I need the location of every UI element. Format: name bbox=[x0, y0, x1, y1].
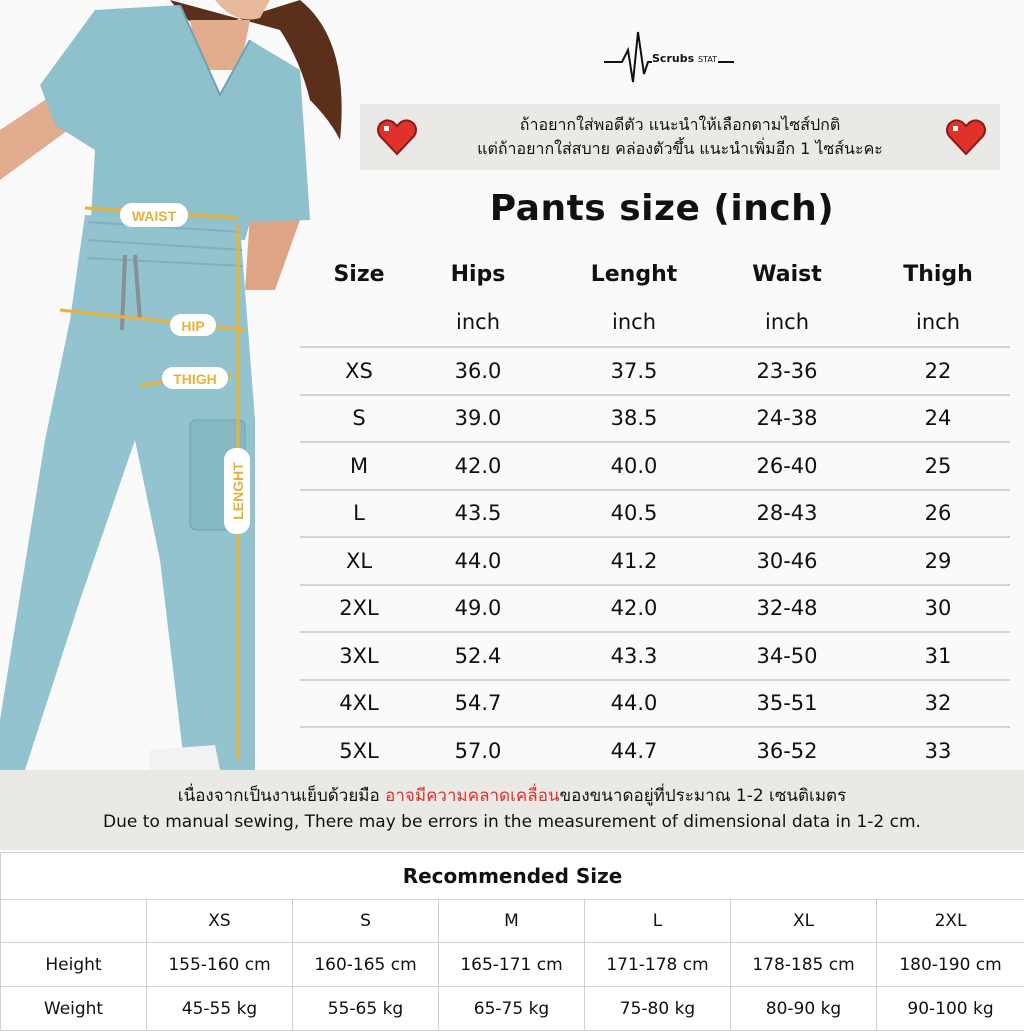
header-length: Lenght bbox=[560, 250, 708, 298]
disclaimer-thai bbox=[0, 783, 1024, 809]
hip-guide-label: HIP bbox=[181, 318, 204, 334]
cell-thigh: 29 bbox=[866, 538, 1010, 584]
table-row bbox=[300, 491, 1010, 539]
cell-thigh: 25 bbox=[866, 443, 1010, 489]
cell-waist: 36-52 bbox=[708, 728, 866, 774]
unit-thigh: inch bbox=[866, 298, 1010, 346]
table-row bbox=[300, 633, 1010, 681]
waist-guide-label: WAIST bbox=[132, 208, 177, 224]
weight-cell: 55-65 kg bbox=[293, 987, 439, 1031]
cell-thigh: 22 bbox=[866, 348, 1010, 394]
cell-waist: 30-46 bbox=[708, 538, 866, 584]
pants-unit-row bbox=[300, 298, 1010, 348]
cell-size: L bbox=[300, 491, 418, 537]
cell-length: 43.3 bbox=[560, 633, 708, 679]
cell-thigh: 24 bbox=[866, 396, 1010, 442]
recommended-height-row bbox=[1, 943, 1024, 987]
height-label: Height bbox=[1, 943, 147, 987]
cell-waist: 26-40 bbox=[708, 443, 866, 489]
table-cell bbox=[1, 900, 147, 943]
unit-size bbox=[300, 298, 418, 346]
pants-header-row bbox=[300, 250, 1010, 298]
header-thigh: Thigh bbox=[866, 250, 1010, 298]
size-cell: XL bbox=[731, 900, 877, 943]
cell-waist: 34-50 bbox=[708, 633, 866, 679]
size-cell: 2XL bbox=[877, 900, 1024, 943]
cell-waist: 23-36 bbox=[708, 348, 866, 394]
cell-waist: 32-48 bbox=[708, 586, 866, 632]
heart-icon bbox=[945, 118, 987, 156]
cell-size: S bbox=[300, 396, 418, 442]
cell-thigh: 32 bbox=[866, 681, 1010, 727]
recommended-size-row bbox=[1, 900, 1024, 943]
header-waist: Waist bbox=[708, 250, 866, 298]
cell-length: 44.7 bbox=[560, 728, 708, 774]
sewing-disclaimer bbox=[0, 770, 1024, 850]
height-cell: 165-171 cm bbox=[439, 943, 585, 987]
cell-size: XS bbox=[300, 348, 418, 394]
cell-hips: 52.4 bbox=[418, 633, 538, 679]
cell-size: XL bbox=[300, 538, 418, 584]
fit-advice-note bbox=[360, 104, 1000, 170]
size-cell: S bbox=[293, 900, 439, 943]
cell-size: M bbox=[300, 443, 418, 489]
cell-waist: 35-51 bbox=[708, 681, 866, 727]
cell-length: 37.5 bbox=[560, 348, 708, 394]
cell-thigh: 30 bbox=[866, 586, 1010, 632]
cell-hips: 43.5 bbox=[418, 491, 538, 537]
disclaimer-thai-warning: อาจมีความคลาดเคลื่อน bbox=[385, 786, 559, 806]
thigh-guide-label: THIGH bbox=[173, 371, 217, 387]
table-row bbox=[300, 586, 1010, 634]
disclaimer-thai-before: เนื่องจากเป็นงานเย็บด้วยมือ bbox=[178, 786, 385, 806]
disclaimer-english: Due to manual sewing, There may be errors in the measurement of dimensional data in 1-2 cm. bbox=[0, 809, 1024, 835]
cell-size: 2XL bbox=[300, 586, 418, 632]
pants-size-table bbox=[300, 250, 1010, 776]
cell-length: 42.0 bbox=[560, 586, 708, 632]
recommended-size-table bbox=[0, 852, 1024, 1031]
unit-hips: inch bbox=[418, 298, 538, 346]
height-cell: 171-178 cm bbox=[585, 943, 731, 987]
unit-length: inch bbox=[560, 298, 708, 346]
fit-advice-line-1: ถ้าอยากใส่พอดีตัว แนะนำให้เลือกตามไซส์ปกติ bbox=[360, 113, 1000, 137]
unit-waist: inch bbox=[708, 298, 866, 346]
weight-label: Weight bbox=[1, 987, 147, 1031]
recommended-size-title: Recommended Size bbox=[1, 853, 1024, 900]
cell-thigh: 33 bbox=[866, 728, 1010, 774]
fit-advice-line-2: แต่ถ้าอยากใส่สบาย คล่องตัวขึ้น แนะนำเพิ่มอีก 1 ไซส์นะคะ bbox=[360, 137, 1000, 161]
cell-size: 4XL bbox=[300, 681, 418, 727]
table-row bbox=[300, 443, 1010, 491]
height-cell: 178-185 cm bbox=[731, 943, 877, 987]
length-guide-label: LENGHT bbox=[230, 462, 246, 520]
height-cell: 160-165 cm bbox=[293, 943, 439, 987]
size-cell: XS bbox=[147, 900, 293, 943]
size-cell: L bbox=[585, 900, 731, 943]
cell-waist: 24-38 bbox=[708, 396, 866, 442]
cell-length: 38.5 bbox=[560, 396, 708, 442]
size-cell: M bbox=[439, 900, 585, 943]
pants-size-title: Pants size (inch) bbox=[300, 188, 1024, 229]
table-row bbox=[300, 728, 1010, 776]
cell-length: 40.5 bbox=[560, 491, 708, 537]
cell-hips: 36.0 bbox=[418, 348, 538, 394]
cell-thigh: 26 bbox=[866, 491, 1010, 537]
cell-length: 41.2 bbox=[560, 538, 708, 584]
pants-rows bbox=[300, 348, 1010, 776]
weight-cell: 65-75 kg bbox=[439, 987, 585, 1031]
cell-waist: 28-43 bbox=[708, 491, 866, 537]
brand-suffix: STAT bbox=[698, 55, 717, 64]
cell-size: 3XL bbox=[300, 633, 418, 679]
weight-cell: 90-100 kg bbox=[877, 987, 1024, 1031]
brand-name: Scrubs bbox=[652, 52, 694, 65]
heart-icon bbox=[376, 118, 418, 156]
cell-hips: 42.0 bbox=[418, 443, 538, 489]
height-cell: 180-190 cm bbox=[877, 943, 1024, 987]
table-row bbox=[300, 348, 1010, 396]
cell-hips: 39.0 bbox=[418, 396, 538, 442]
cell-size: 5XL bbox=[300, 728, 418, 774]
cell-length: 40.0 bbox=[560, 443, 708, 489]
brand-logo bbox=[652, 52, 717, 65]
table-row bbox=[300, 681, 1010, 729]
header-hips: Hips bbox=[418, 250, 538, 298]
cell-hips: 49.0 bbox=[418, 586, 538, 632]
weight-cell: 75-80 kg bbox=[585, 987, 731, 1031]
height-cell: 155-160 cm bbox=[147, 943, 293, 987]
cell-hips: 44.0 bbox=[418, 538, 538, 584]
table-row bbox=[300, 396, 1010, 444]
header-size: Size bbox=[300, 250, 418, 298]
weight-cell: 80-90 kg bbox=[731, 987, 877, 1031]
cell-hips: 57.0 bbox=[418, 728, 538, 774]
disclaimer-thai-after: ของขนาดอยู่ที่ประมาณ 1-2 เซนติเมตร bbox=[560, 786, 847, 806]
cell-length: 44.0 bbox=[560, 681, 708, 727]
cell-hips: 54.7 bbox=[418, 681, 538, 727]
weight-cell: 45-55 kg bbox=[147, 987, 293, 1031]
table-row bbox=[300, 538, 1010, 586]
cell-thigh: 31 bbox=[866, 633, 1010, 679]
